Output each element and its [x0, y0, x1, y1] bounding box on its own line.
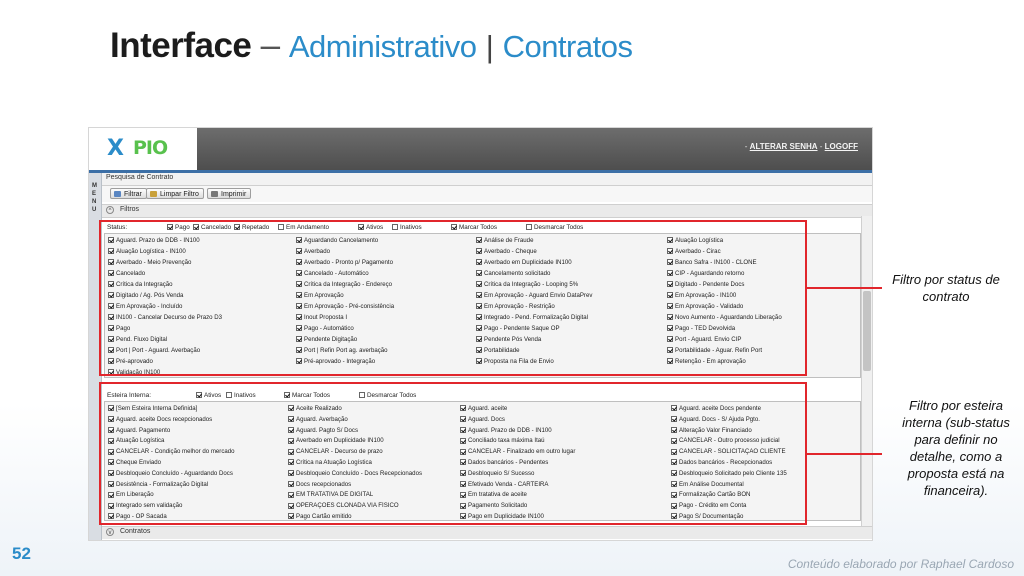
esteira-option-label: Aguard. Docs - S/ Ajuda Pgto. — [679, 415, 760, 423]
filter-button[interactable] — [110, 188, 147, 199]
status-toggle-label: Desmarcar Todos — [534, 224, 584, 231]
esteira-toggle-label: Marcar Todos — [292, 392, 331, 399]
status-option-label: Aluação Logística — [675, 237, 724, 244]
title-sub-admin: Administrativo — [288, 29, 477, 64]
status-option-label: Portabilidade - Aguar. Refin Port — [675, 347, 763, 354]
slide-title — [110, 26, 632, 66]
status-option-label: Averbado em Duplicidade IN100 — [484, 259, 572, 266]
status-option-label: Averbado — [304, 248, 330, 255]
logo-pio: PIO — [133, 137, 168, 159]
status-option-label: Crítica da Integração - Endereço — [304, 281, 393, 288]
expand-icon[interactable]: v — [106, 528, 114, 536]
status-option-label: Aguardando Cancelamento — [304, 237, 379, 244]
funnel-icon — [114, 191, 121, 197]
status-option-label: Cancelado - Automático — [304, 270, 369, 277]
eraser-icon — [150, 191, 157, 197]
esteira-option-label: Averbado em Duplicidade IN100 — [296, 437, 384, 445]
status-option-label: Inout Proposta I — [304, 314, 348, 321]
esteira-option-label: Conciliado taxa máxima Itaú — [468, 437, 545, 445]
status-option-label: Novo Aumento - Aguardando Liberação — [675, 314, 782, 321]
esteira-option-label: Em Liberação — [116, 491, 154, 499]
status-option-label: Crítica da Integração — [116, 281, 173, 288]
status-option-label: Em Aprovação - IN100 — [675, 292, 737, 299]
status-option-label: Pendente Pós Venda — [484, 336, 542, 343]
filters-section-header[interactable] — [102, 204, 872, 218]
status-option-label: CIP - Aguardando retorno — [675, 270, 745, 277]
esteira-option-label: Aguard. Averbação — [296, 415, 348, 423]
credit-footer: Conteúdo elaborado por Raphael Cardoso — [787, 557, 1014, 571]
status-option-label: Em Aprovação - Incluído — [116, 303, 183, 310]
esteira-option-label: Dados bancários - Pendentes — [468, 459, 549, 466]
esteira-option-label: Aceite Realizado — [296, 405, 342, 412]
status-option-label: Pré-aprovado - Integração — [304, 358, 376, 365]
panel-title: Pesquisa de Contrato — [106, 174, 174, 181]
esteira-option-label: Desistência - Formalização Digital — [116, 480, 209, 488]
status-option-label: Aluação Logística - IN100 — [116, 248, 186, 255]
status-option-label: Retenção - Em aprovação — [675, 358, 746, 365]
change-password-link[interactable]: ALTERAR SENHA — [749, 142, 818, 151]
scrollbar[interactable] — [861, 216, 872, 532]
app-logo — [89, 128, 197, 170]
esteira-option-label: CANCELAR - Finalizado em outro lugar — [468, 448, 576, 456]
status-option-label: Em Aprovação - Restrição — [484, 303, 555, 310]
esteira-option-label: CANCELAR - Outro processo judicial — [679, 437, 780, 445]
esteira-toggle-label: Ativos — [204, 392, 222, 399]
status-option-label: Port - Aguard. Envio CIP — [675, 336, 742, 343]
clear-filter-label: Limpar Filtro — [160, 191, 199, 198]
print-button-label: Imprimir — [221, 191, 247, 198]
status-option-label: Análise de Fraude — [484, 237, 534, 244]
esteira-option-label: Aguard. aceite Docs pendente — [679, 405, 761, 412]
header-links — [745, 142, 858, 151]
esteira-label: Esteira Interna: — [107, 392, 152, 399]
status-option-label: Averbado - Pronto p/ Pagamento — [304, 259, 393, 266]
esteira-option-label: Pago - Crédito em Conta — [679, 502, 747, 510]
printer-icon — [211, 191, 218, 197]
status-option-label: Pago — [116, 325, 131, 332]
status-option-label: Em Aprovação — [304, 292, 344, 299]
esteira-option-label: Aguard. aceite — [468, 405, 508, 412]
esteira-option-label: Aguard. Pagamento — [116, 426, 171, 434]
page-number: 52 — [12, 544, 31, 563]
esteira-option-label: Aguard. Prazo de DDB - IN100 — [468, 426, 552, 434]
status-toggle-label: Repetado — [242, 224, 270, 231]
filters-label: Filtros — [120, 206, 140, 213]
esteira-option-label: Desbloqueio Concluído - Aguardando Docs — [116, 469, 233, 477]
status-option-label: Cancelamento solicitado — [484, 270, 551, 277]
status-option-label: Integrado - Pend. Formalização Digital — [484, 314, 588, 321]
esteira-option-label: OPERAÇÕES CLONADA VIA FÍSICO — [296, 502, 399, 510]
status-option-label: Em Aprovação - Aguard Envio DataPrev — [484, 292, 593, 299]
esteira-option-label: Atuação Logística — [116, 437, 165, 445]
esteira-callout: Filtro por esteira interna (sub-status para definir no detalhe, como a proposta está na financeira). — [902, 398, 1010, 498]
status-highlight-box — [99, 220, 807, 376]
esteira-toggle-label: Inativos — [234, 392, 256, 399]
esteira-option-label: Formalização Cartão BON — [679, 491, 751, 499]
esteira-option-label: Pago em Duplicidade IN100 — [468, 513, 544, 520]
status-option-label: Port | Refin Port ag. averbação — [304, 347, 388, 354]
status-option-label: Pend. Fluxo Digital — [116, 336, 168, 343]
toolbar — [102, 186, 872, 202]
status-option-label: Validação IN100 — [116, 369, 161, 376]
esteira-option-label: CANCELAR - Decurso de prazo — [296, 448, 383, 456]
status-toggle-label: Em Andamento — [286, 224, 330, 231]
esteira-option-label: Alteração Valor Financiado — [679, 426, 752, 434]
esteira-option-label: Efetivado Venda - CARTEIRA — [468, 480, 549, 488]
status-option-label: Crítica da Integração - Looping 5% — [484, 281, 579, 288]
status-option-label: Port | Port - Aguard. Averbação — [116, 347, 201, 354]
menu-letter-m: M — [92, 183, 97, 189]
esteira-option-label: Pago S/ Documentação — [679, 513, 744, 520]
esteira-option-label: Em tratativa de aceite — [468, 491, 527, 499]
menu-letter-e: E — [92, 191, 97, 197]
title-sub-contratos: Contratos — [502, 29, 633, 64]
esteira-option-label: Desbloqueio Concluído - Docs Recepcionados — [296, 469, 423, 477]
status-option-label: Pré-aprovado — [116, 358, 153, 365]
esteira-option-label: Desbloqueio Solicitado pelo Cliente 135 — [679, 469, 787, 477]
status-option-label: Cancelado — [116, 270, 146, 277]
status-option-label: Em Aprovação - Pré-consistência — [304, 303, 395, 310]
esteira-option-label: CANCELAR - SOLICITAÇÃO CLIENTE — [679, 448, 786, 456]
status-toggle-label: Inativos — [400, 224, 422, 231]
contracts-label: Contratos — [120, 528, 151, 535]
scroll-thumb[interactable] — [863, 291, 871, 371]
status-option-label: Em Aprovação - Validado — [675, 303, 744, 310]
status-toggle-label: Ativos — [366, 224, 384, 231]
logo-x: X — [107, 136, 122, 161]
status-option-label: Portabilidade — [484, 347, 520, 354]
status-callout-line — [807, 287, 882, 289]
status-toggle-label: Pago — [175, 224, 190, 231]
esteira-option-label: CANCELAR - Condição melhor do mercado — [116, 448, 235, 456]
esteira-option-label: Desbloqueio S/ Sucesso — [468, 469, 535, 477]
collapse-icon[interactable]: ^ — [106, 206, 114, 214]
esteira-option-label: Docs recepcionados — [296, 480, 352, 488]
esteira-option-label: Integrado sem validação — [116, 502, 183, 510]
status-option-label: Proposta na Fila de Envio — [484, 358, 554, 365]
panel-title-bar — [102, 173, 872, 186]
esteira-option-label: Dados bancários - Recepcionados — [679, 459, 773, 466]
status-option-label: Averbado - Meio Prevenção — [116, 259, 192, 266]
menu-letter-n: N — [92, 199, 97, 205]
esteira-option-label: Cheque Enviado — [116, 459, 162, 466]
header-dash: - — [744, 142, 748, 151]
status-callout: Filtro por status de contrato — [892, 272, 1000, 304]
esteira-option-label: [Sem Esteira Interna Definida] — [116, 405, 198, 412]
status-option-label: Aguard. Prazo de DDB - IN100 — [116, 237, 200, 244]
esteira-toggle-label: Desmarcar Todos — [367, 392, 417, 399]
esteira-callout-line — [807, 453, 882, 455]
status-toggle-label: Marcar Todos — [459, 224, 498, 231]
esteira-option-label: Aguard. aceite Docs recepcionados — [116, 415, 213, 423]
esteira-option-label: Pago Cartão emitido — [296, 513, 352, 520]
clear-filter-button[interactable] — [146, 188, 204, 199]
status-option-label: Pago - TED Devolvida — [675, 325, 736, 332]
esteira-option-label: Crítica na Atuação Logística — [296, 459, 372, 466]
esteira-option-label: Pagamento Solicitado — [468, 502, 528, 510]
title-separator: | — [485, 29, 494, 64]
menu-letter-u: U — [92, 207, 97, 213]
header-bar — [197, 128, 872, 170]
status-option-label: Digitado / Ag. Pós Venda — [116, 292, 184, 299]
status-option-label: IN100 - Cancelar Decurso de Prazo D3 — [116, 314, 223, 321]
esteira-option-label: Pago - OP Sacada — [116, 513, 167, 520]
status-option-label: Pago - Pendente Saque OP — [484, 325, 560, 332]
status-option-label: Pendente Digitação — [304, 336, 358, 343]
esteira-highlight-box — [99, 382, 807, 525]
filter-button-label: Filtrar — [124, 191, 142, 198]
status-label: Status: — [107, 224, 128, 231]
status-toggle-label: Cancelado — [201, 224, 232, 231]
print-button[interactable] — [207, 188, 251, 199]
esteira-option-label: Aguard. Docs — [468, 415, 505, 423]
status-option-label: Averbado - Cirac — [675, 248, 721, 255]
app-header — [89, 128, 872, 170]
status-option-label: Pago - Automático — [304, 325, 354, 332]
esteira-option-label: Aguard. Pagto S/ Docs — [296, 426, 358, 434]
logoff-link[interactable]: LOGOFF — [824, 142, 858, 151]
contracts-section-header[interactable] — [102, 526, 872, 539]
esteira-option-label: EM TRATATIVA DE DIGITAL — [296, 491, 374, 499]
esteira-option-label: Em Análise Documental — [679, 480, 744, 488]
status-option-label: Banco Safra - IN100 - CLONE — [675, 259, 757, 266]
status-option-label: Digitado - Pendente Docs — [675, 281, 745, 288]
title-dash: – — [260, 26, 280, 65]
status-option-label: Averbado - Cheque — [484, 248, 537, 255]
header-dash-2: - — [819, 142, 823, 151]
title-main: Interface — [110, 26, 252, 65]
